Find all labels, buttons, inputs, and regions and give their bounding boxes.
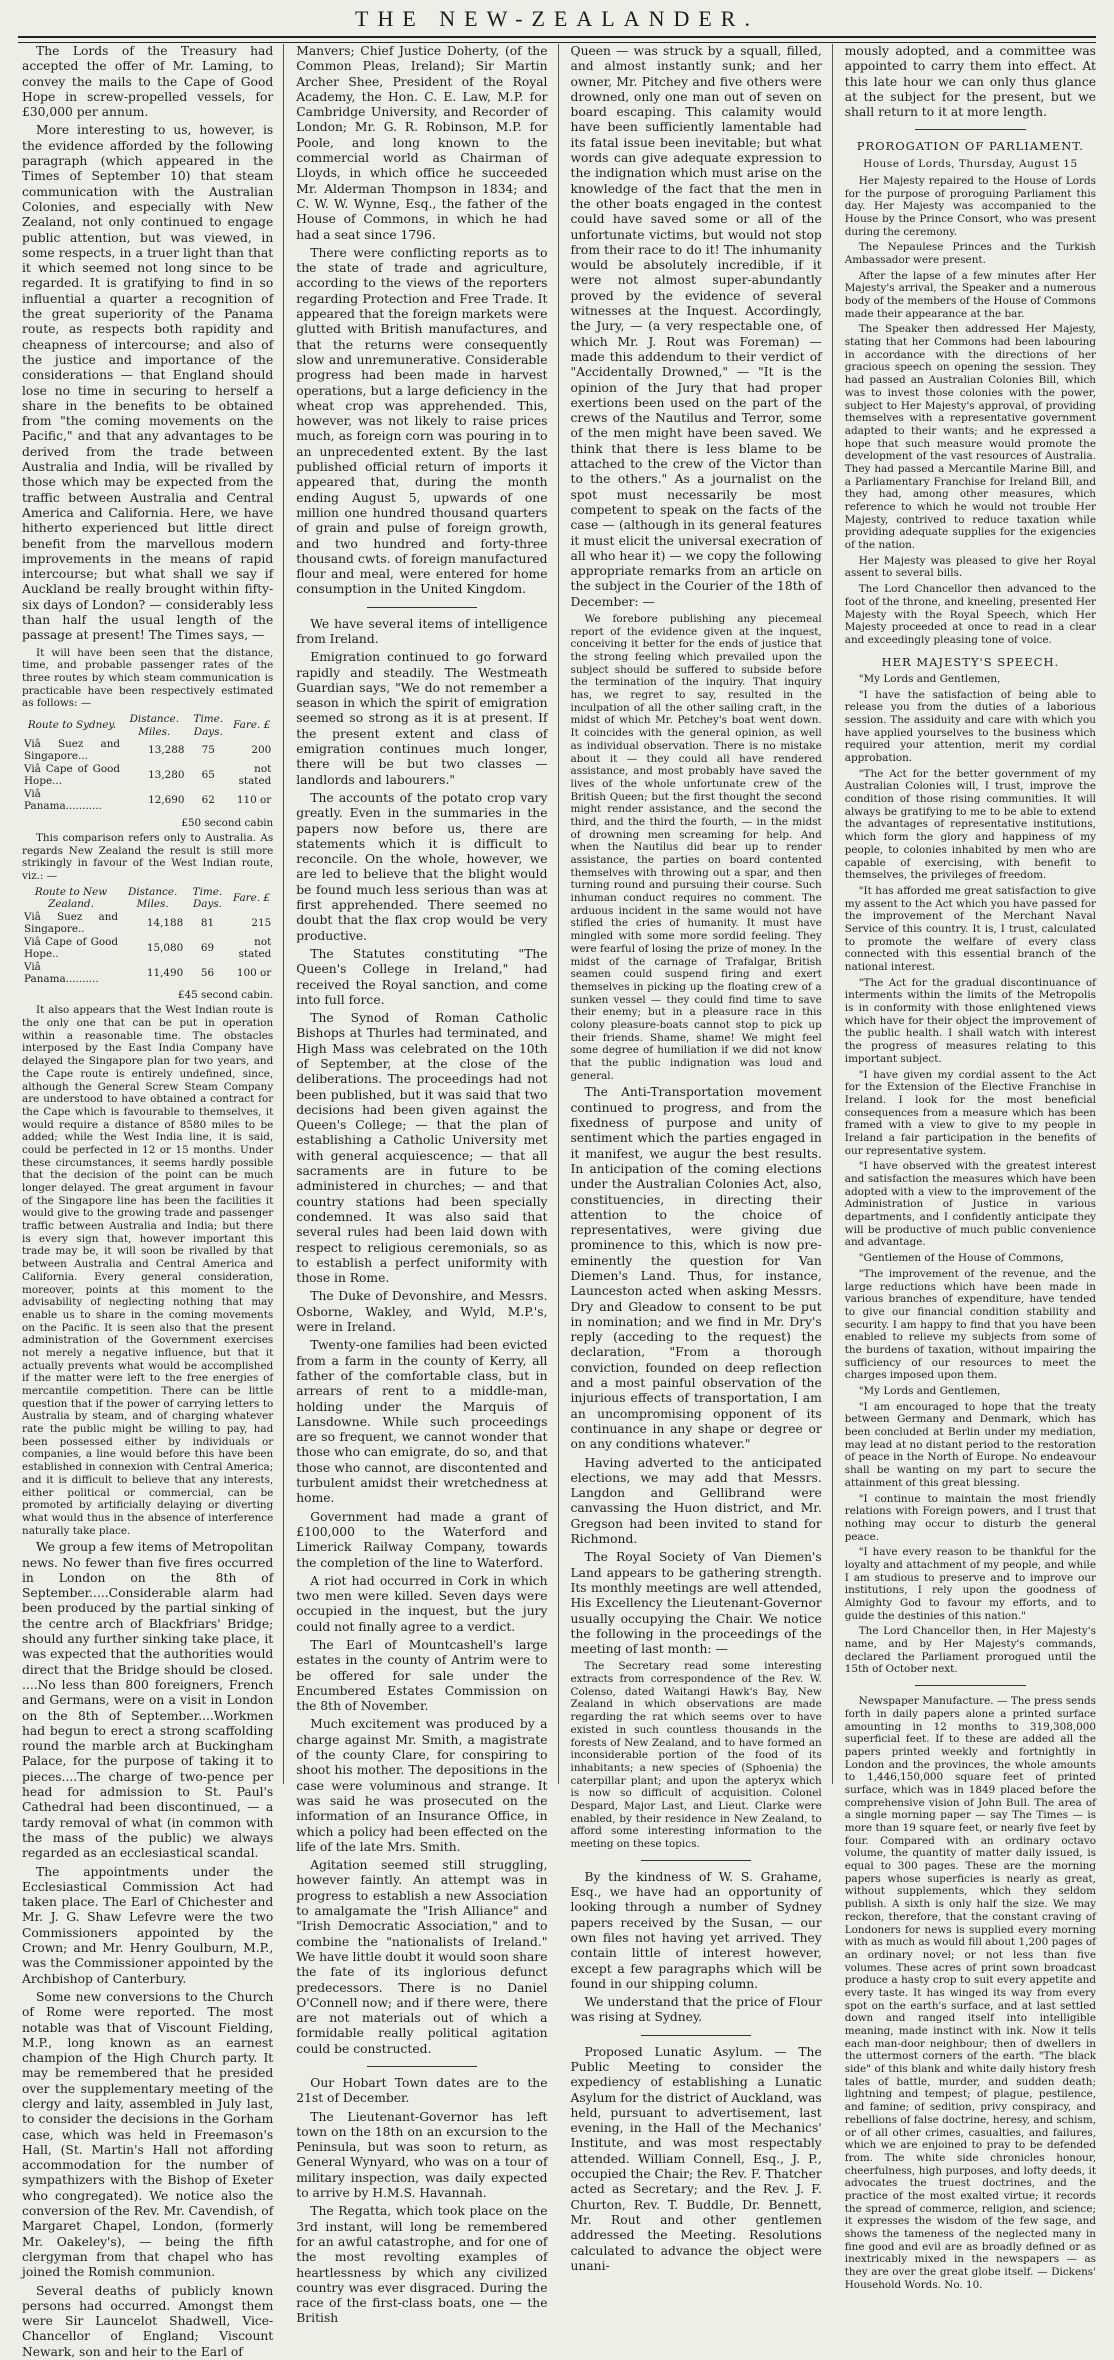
article-paragraph: Newspaper Manufacture. — The press sends forth in daily papers alone a printed surface amounting in 12 months to 319,308,000 superficial feet. If to these are added all the papers printed weekly and fortnightly in London and the provinces, the whole amounts to 1,446,150,000 square feet of printed surface, which was in 1849 placed before the comprehensive vision of John Bull. The area of a single morning paper — say The Times — is more than 19 square feet, or nearly five feet by four. Compared with an ordinary octavo volume, the quantity of matter daily issued, is equal to 300 pages. These are the morning papers whose superficies is nearly as great, without supplements, which they seldom publish. A sixth is only half the size. We may reckon, therefore, that the constant craving of Londoners for news is supplied every morning with as much as would fill about 1,200 pages of an ordinary novel; or not less than five volumes. These acres of print sown broadcast produce a hasty crop to suit every appetite and every taste. It has winged its way from every spot on the earth's surface, and at last settled down and ranged itself into intelligible meaning, made instinct with ink. Now it tells each man-door neighbour; then of dwellers in the uttermost corners of the earth. "The black side" of this blank and white daily history fresh tales of battle, murder, and sudden death; lightning and tempest; of plague, pestilence, and famine; of sedition, privy conspiracy, and rebellions of false doctrine, heresy, and schism, or of all other crimes, casualties, and failures, which we are enjoined to pray to be defended from. The white side chronicles honour, cheerfulness, high purposes, and lofty deeds, it advocates the truest doctrines, and the practice of the most exalted virtue; it records the spread of commerce, religion, and science; it expresses the wisdom of the few sage, and shows the tameness of the neglected many in fine good and evil are as broadly defined or as inextricably mixed in the newspapers — as they are over the great globe itself. — Dickens' Household Words. No. 10. — [844, 1695, 1096, 2291]
report-paragraph: The Speaker then addressed Her Majesty, stating that her Commons had been labouring in accordance with the directions of her gracious speech on opening the session. They had passed an Australian Colonies Bill, which was to invest those colonies with the power, subject to Her Majesty's approval, of providing themselves with a representative government adapted to their wants; and he expressed a hope that such measure would promote the development of the vast resources of Australia. They had passed a Mercantile Marine Bill, and a Parliamentary Franchise for Ireland Bill, and they had, among other measures, which reference to which he would not trouble Her Majesty, contrived to reduce taxation while providing adequate supplies for the exigencies of the nation. — [844, 323, 1096, 552]
column-3 — [570, 44, 833, 2273]
section-divider — [641, 1860, 752, 1861]
table-cell: 13,288 — [148, 744, 185, 757]
article-paragraph: A riot had occurred in Cork in which two men were killed. Seven days were occupied in the inquest, but the jury could not finally agree to a verdict. — [296, 1573, 548, 1634]
table-note: £50 second cabin — [181, 816, 274, 829]
table-header: Distance. Miles. — [127, 885, 178, 911]
table-cell: Viâ Panama........... — [24, 787, 102, 813]
table-header: Distance. Miles. — [129, 713, 179, 738]
table-row — [22, 911, 273, 936]
speech-paragraph: "I have given my cordial assent to the Act for the Extension of the Elective Franchise in Ireland. I look for the most beneficial consequences from a measure which has been framed with a view to give to my people in Ireland a fair participation in the benefits of our representative system. — [844, 1068, 1096, 1157]
section-divider — [367, 607, 478, 608]
article-paragraph: Proposed Lunatic Asylum. — The Public Meeting to consider the expediency of establishing a Lunatic Asylum for the district of Auckland, was held, pursuant to advertisement, last evening, in the Hall of the Mechanics' Institute, and was most respectably attended. William Connell, Esq., J. P., occupied the Chair; the Rev. F. Thatcher acted as Secretary; and the Rev. J. F. Churton, Rev. T. Buddle, Dr. Bennett, Mr. Rout and other gentlemen addressed the Meeting. Resolutions calculated to advance the object were unani- — [570, 2044, 822, 2273]
speech-paragraph: "I have every reason to be thankful for the loyalty and attachment of my people, and while I am studious to preserve and to improve our institutions, I rely upon the goodness of Almighty God to favour my efforts, and to guide the destinies of this nation." — [844, 1546, 1096, 1622]
article-paragraph: Emigration continued to go forward rapidly and steadily. The Westmeath Guardian says, "We do not remember a season in which the spirit of emigration seemed so strong as it is at present. If the present extent and class of emigration continues much longer, there will be but two classes — landlords and labourers." — [296, 650, 548, 787]
article-paragraph: The Statutes constituting "The Queen's College in Ireland," had received the Royal sanction, and come into full force. — [296, 946, 548, 1007]
table-cell: 15,080 — [146, 941, 184, 954]
report-paragraph: The Lord Chancellor then advanced to the foot of the throne, and kneeling, presented Her Majesty with the Royal Speech, which Her Majesty proceeded at once to read in a clear and exceedingly pleasing tone of voice. — [844, 583, 1096, 646]
article-paragraph: Several deaths of publicly known persons had occurred. Amongst them were Sir Launcelot Shadwell, Vice-Chancellor of England; Viscount Newark, son and heir to the Earl of — [22, 2283, 274, 2359]
table-cell: 62 — [201, 794, 215, 807]
quote-paragraph: It will have been seen that the distance, time, and probable passenger rates of the three routes by which steam communication is practicable have been respectively estimated as follows: — — [22, 646, 274, 710]
article-paragraph: Queen — was struck by a squall, filled, and almost instantly sunk; and her owner, Mr. Pitchey and five others were drowned, only one man out of seven on board escaping. This calamity would have been sufficiently lamentable had its fatal issue been inevitable; but what words can give adequate expression to the indignation which must arise on the knowledge of the fact that the men in the other boats engaged in the contest could have saved some or all of the unfortunate victims, but would not stop from their race to do it! The inhumanity would be absolutely incredible, if it were not almost super-abundantly proved by the evidence of several witnesses at the Inquest. Accordingly, the Jury, — (a very respectable one, of which Mr. J. Rout was Foreman) — made this addendum to their verdict of "Accidentally Drowned," — "It is the opinion of the Jury that had proper exertions been used on the part of the crews of the Nautilus and Terror, some of the men might have been saved. We think that there is less blame to be attached to the crew of the Victor than to the others." As a journalist on the spot must necessarily be most competent to speak on the facts of the case — (although in its general features it must elicit the universal execration of all who hear it) — we copy the following appropriate remarks from an article on the subject in the Courier of the 18th of December: — — [570, 44, 822, 609]
article-paragraph: Having adverted to the anticipated elections, we may add that Messrs. Langdon and Gellibrand were canvassing the Huon district, and Mr. Gregson had been invited to stand for Richmond. — [570, 1455, 822, 1547]
speech-paragraph: "My Lords and Gentlemen, — [858, 1385, 1001, 1398]
article-paragraph: Some new conversions to the Church of Rome were reported. The most notable was that of Viscount Fielding, M.P., long known as an earnest champion of the High Church party. It may be remembered that he presided over the supplementary meeting of the clergy and laity, assembled in July last, to consider the decisions in the Gorham case, which was held in Freemason's Hall, (St. Martin's Hall not affording accommodation for the number of sympathizers with the Bishop of Exeter who congregated). We notice also the conversion of the Rev. Mr. Cavendish, of Margaret Chapel, London, (formerly Mr. Oakeley's), — being the fifth clergyman from that chapel who has joined the Romish communion. — [22, 1989, 274, 2280]
article-paragraph: We group a few items of Metropolitan news. No fewer than five fires occurred in London on the 8th of September.....Considerable alarm had been produced by the partial sinking of the centre arch of Blackfriars' Bridge; should any further sinking take place, it was expected that the authorities would direct that the Bridge should be closed. ....No less than 800 foreigners, French and Germans, were on a visit in London on the 8th of September....Workmen had begun to erect a strong scaffolding round the marble arch at Buckingham Palace, for the purpose of taking it to pieces....The charge of two-pence per head for admission to St. Paul's Cathedral had been discontinued, — a tardy removal of what (in common with the mass of the public) we always regarded as an ecclesiastical scandal. — [22, 1540, 274, 1861]
table-cell: Viâ Suez and Singapore.. — [24, 910, 119, 936]
report-paragraph: After the lapse of a few minutes after Her Majesty's arrival, the Speaker and a numerous body of the members of the House of Commons made their appearance at the bar. — [844, 269, 1096, 320]
masthead: THE NEW-ZEALANDER. — [355, 6, 759, 31]
report-paragraph: Her Majesty repaired to the House of Lords for the purpose of proroguing Parliament this day. Her Majesty was accompanied to the House by the Prince Consort, who was present during the ceremony. — [844, 174, 1096, 238]
article-paragraph: The Regatta, which took place on the 3rd instant, will long be remembered for an awful catastrophe, and for one of the most revolting examples of heartlessness by which any civilized country was ever disgraced. During the race of the first-class boats, one — the British — [296, 2204, 548, 2326]
table-cell: Viâ Panama.......... — [24, 960, 99, 985]
report-paragraph: Her Majesty was pleased to give her Royal assent to several bills. — [844, 554, 1096, 580]
article-paragraph: By the kindness of W. S. Grahame, Esq., we have had an opportunity of looking through a number of Sydney papers received by the Susan, — our own files not having yet arrived. They contain little of interest however, except a few paragraphs which will be found in our shipping column. — [570, 1869, 822, 1991]
section-divider — [915, 129, 1026, 130]
table-cell: 13,280 — [148, 769, 185, 782]
article-paragraph: mously adopted, and a committee was appointed to carry them into effect. At this late hour we can only thus glance at the subject for the present, but we shall return to it at more length. — [844, 44, 1096, 120]
table-cell: 11,490 — [146, 966, 184, 979]
table-cell: Viâ Cape of Good Hope... — [24, 762, 121, 788]
article-paragraph: There were conflicting reports as to the state of trade and agriculture, according to the views of the reporters regarding Protection and Free Trade. It appeared that the foreign markets were glutted with British manufactures, and that the returns were consequently slow and unremunerative. Considerable progress had been made in harvest operations, but a large deficiency in the wheat crop was apprehended. This, however, was not likely to raise prices much, as foreign corn was pouring in to an unprecedented extent. By the last published official return of imports it appeared that, during the month ending August 5, upwards of one million one hundred thousand quarters of grain and pulse of foreign growth, and two hundred and forty-three thousand cwts. of foreign manufactured flour and meal, were entered for home consumption in the United Kingdom. — [296, 245, 548, 597]
table-row — [22, 961, 273, 986]
table-cell: Viâ Cape of Good Hope.. — [24, 935, 119, 961]
article-paragraph: The Earl of Mountcashell's large estates in the county of Antrim were to be offered for sale under the Encumbered Estates Commission on the 8th of November. — [296, 1637, 548, 1714]
article-paragraph: Government had made a grant of £100,000 to the Waterford and Limerick Railway Company, towards the completion of the line to Waterford. — [296, 1509, 548, 1570]
article-paragraph: The appointments under the Ecclesiastical Commission Act had taken place. The Earl of Chichester and Mr. J. G. Shaw Lefevre were the two Commissioners appointed by the Crown; and Mr. Henry Goulburn, M.P., was the Commissioner appointed by the Archbishop of Canterbury. — [22, 1864, 274, 1986]
article-paragraph: Twenty-one families had been evicted from a farm in the county of Kerry, all father of the comfortable class, but in arrears of rent to a middle-man, holding under the Marquis of Lansdowne. While such proceedings are so frequent, we cannot wonder that those who can emigrate, do so, and that those who cannot, are discontented and turbulent amidst their wretchedness at home. — [296, 1338, 548, 1506]
speech-paragraph: "I have the satisfaction of being able to release you from the duties of a laborious session. The assiduity and care with which you have applied yourselves to the business which required your attention, merit my cordial approbation. — [844, 688, 1096, 765]
quote-paragraph: It also appears that the West Indian route is the only one that can be put in operation within a reasonable time. The obstacles interposed by the East India Company have delayed the Singapore plan for two years, and the Cape route is entirely undefined, since, although the General Screw Steam Company are understood to have obtained a contract for the Cape which is favourable to themselves, it would require a distance of 8580 miles to be added; while the West India line, it is said, could be perfected in 12 or 15 months. Under these circumstances, it seems hardly possible that the decision of the point can be much longer delayed. The great argument in favour of the Singapore line has been the facilities it would give to the growing trade and passenger traffic between Australia and India; but there is every sign that, however important this trade may be, it will soon be rivalled by that between Australia and Central America and California. Every general consideration, moreover, points at this moment to the advisability of neglecting nothing that may enable us to share in the coming movements on the Pacific. It is seen also that the present administration of the Government exercises not merely a negative influence, but that it actually prevents what would be accomplished if the matter were left to the free energies of mercantile competition. There can be little question that if the power of carrying letters to Australia by steam, and of charging whatever rate the public might be willing to pay, had been possessed either by individuals or companies, a line would before this have been established in connexion with Central America; and it is difficult to believe that any interests, either political or commercial, can be promoted by artificially delaying or diverting what would thus in the absence of interference naturally take place. — [22, 1004, 274, 1537]
quote-paragraph: The Secretary read some interesting extracts from correspondence of the Rev. W. Colenso, dated Waitangi Hawk's Bay, New Zealand in which observations are made regarding the rat which seems over to have existed in such countless thousands in the forests of New Zealand, and to have formed an inconsiderable portion of the food of its inhabitants; a new species of (Sphoenia) the caterpillar plant; and upon the apteryx which is now so difficult of acquisition. Colonel Despard, Major Last, and Lieut. Clarke were enabled, by their residence in New Zealand, to afford some interesting information to the meeting on these topics. — [570, 1660, 822, 1851]
article-paragraph: The Lieutenant-Governor has left town on the 18th on an excursion to the Peninsula, but was soon to return, as General Wynyard, who was on a tour of military inspection, was daily expected to arrive by H.M.S. Havannah. — [296, 2109, 548, 2201]
table-cell: 200 — [251, 744, 272, 757]
speech-paragraph: "The improvement of the revenue, and the large reductions which have been made in various branches of expenditure, have tended to give our financial condition stability and security. I am happy to find that you have been enabled to relieve my subjects from some of the burdens of taxation, without impairing the sufficiency of our resources to meet the charges imposed upon them. — [844, 1267, 1096, 1382]
table-cell: 65 — [201, 769, 215, 782]
article-paragraph: The Lords of the Treasury had accepted the offer of Mr. Laming, to convey the mails to the Cape of Good Hope in screw-propelled vessels, for £30,000 per annum. — [22, 44, 274, 120]
section-heading: HER MAJESTY'S SPEECH. — [881, 654, 1060, 669]
table-cell: 56 — [200, 966, 215, 979]
table-cell: 100 or — [236, 966, 272, 979]
speech-paragraph: "Gentlemen of the House of Commons, — [858, 1252, 1064, 1265]
article-paragraph: The Anti-Transportation movement continued to progress, and from the fixedness of purpose and unity of sentiment which the parties engaged in it manifest, we augur the best results. In anticipation of the coming elections under the Australian Colonies Act, also, constituencies, in directing their attention to the choice of representatives, were giving due prominence to this, which is now pre-eminently the question for Van Diemen's Land. Thus, for instance, Launceston acted when asking Messrs. Dry and Gleadow to consent to be put in nomination; and we find in Mr. Dry's reply (acceding to the request) the declaration, "From a thorough conviction, founded on deep reflection and a most painful observation of the injurious effects of transportation, I am an uncompromising opponent of its continuance in any shape or degree or on any conditions whatever." — [570, 1085, 822, 1452]
report-paragraph: The Nepaulese Princes and the Turkish Ambassador were present. — [844, 241, 1096, 266]
table-cell: 12,690 — [148, 794, 185, 807]
section-divider — [915, 1685, 1026, 1686]
table-cell: Viâ Suez and Singapore... — [24, 737, 121, 763]
column-1 — [22, 44, 284, 2359]
table-cell: 110 or — [236, 794, 272, 807]
section-divider — [367, 2066, 478, 2067]
table-header: Route to New Zealand. — [34, 885, 108, 911]
article-paragraph: Much excitement was produced by a charge against Mr. Smith, a magistrate of the county Clare, for conspiring to shoot his mother. The depositions in the case were voluminous and strange. It was said he was prosecuted on the information of an Insurance Office, in which a policy had been effected on the life of the late Mrs. Smith. — [296, 1717, 548, 1854]
dateline: House of Lords, Thursday, August 15 — [863, 157, 1078, 170]
masthead-rule — [18, 36, 1096, 43]
table-row — [22, 738, 273, 763]
speech-paragraph: "I continue to maintain the most friendly relations with Foreign powers, and I trust that nothing may occur to disturb the general peace. — [844, 1492, 1096, 1543]
table-cell: 69 — [200, 941, 215, 954]
table-row — [22, 788, 273, 813]
new-zealand-route-table — [22, 886, 273, 986]
article-paragraph: We have several items of intelligence from Ireland. — [296, 616, 548, 646]
table-row — [22, 763, 273, 788]
column-2 — [296, 44, 558, 2326]
table-cell: 14,188 — [146, 916, 184, 929]
table-cell: not stated — [238, 762, 272, 788]
quote-paragraph: We forebore publishing any piecemeal report of the evidence given at the inquest, conceiving it better for the ends of justice that the strong feeling which prevailed upon the subject should be suffered to subside before the termination of the inquiry. That inquiry has, we regret to say, resulted in the inculpation of all the other sailing craft, in the midst of which Mr. Petchey's boat went down. It coincides with the general opinion, as well as individual observation. There is no mistake about it — they could all have rendered assistance, and most probably have saved the lives of the whole unfortunate crew of the British Queen; but the first thought the second might render assistance, and the second the third, and the third the fourth, — in the midst of drowning men screaming for help. And when the Nautilus did bear up to render assistance, the parties on board contented themselves with throwing out a spar, and then turning round and pursuing their course. Such inhuman conduct requires no comment. The arduous incident in the same would not have stifled the cries of humanity. It must have mingled with some more sordid feeling. They were fearful of losing the prize of money. In the midst of the carnage of Trafalgar, British seamen could suspend firing and exert themselves in picking up the floating crew of a sunken vessel — they could find time to save their enemy; but in a pleasure race in this colony pleasure-boats cannot stop to pick up their friends. Shame, shame! We might feel some degree of humiliation if we did not know that the public indignation was loud and general. — [570, 612, 822, 1082]
table-cell: 215 — [251, 916, 272, 929]
article-paragraph: More interesting to us, however, is the evidence afforded by the following paragraph (which appeared in the Times of September 10) that steam communication with the Australian Colonies, and especially with New Zealand, not only continued to engage public attention, but was viewed, in some respects, in a truer light than that it which seemed not long since to be regarded. It is gratifying to find in so influential a quarter a recognition of the great superiority of the Panama route, as respects both rapidity and cheapness of intercourse; and also of the justice and importance of the considerations — that England should lose no time in securing to herself a share in the benefits to be obtained from "the coming movements on the Pacific," and that any advantages to be derived from the trade between Australia and India, will be rivalled by those which may be expected from the traffic between Australia and Central America and California. Here, we have hitherto experienced but little direct benefit from the marvellous modern improvements in the means of rapid intercourse; but what shall we say if Auckland be really brought within fifty-six days of London? — considerably less than half the usual length of the passage at present! The Times says, — — [22, 123, 274, 643]
article-paragraph: Our Hobart Town dates are to the 21st of December. — [296, 2076, 548, 2106]
table-header: Time. Days. — [192, 885, 223, 911]
section-heading: PROROGATION OF PARLIAMENT. — [856, 139, 1084, 154]
table-cell: 75 — [201, 744, 215, 757]
section-divider — [641, 2035, 752, 2036]
table-header: Time. Days. — [193, 713, 224, 738]
article-paragraph: The Synod of Roman Catholic Bishops at Thurles had terminated, and High Mass was celebrated on the 10th of September, at the close of the deliberations. The proceedings had not been published, but it was said that two decisions had been given against the Queen's College; — that the plan of establishing a Catholic University met with general acquiescence; — that all sacraments are in future to be administered in churches; — and that country stations had been specially condemned. It was also said that several rules had been laid down with respect to religious ceremonials, so as to establish a perfect uniformity with those in Rome. — [296, 1011, 548, 1286]
article-paragraph: The Duke of Devonshire, and Messrs. Osborne, Wakley, and Wyld, M.P.'s, were in Ireland. — [296, 1289, 548, 1335]
report-paragraph: The Lord Chancellor then, in Her Majesty's name, and by Her Majesty's commands, declared the Parliament prorogued until the 15th of October next. — [844, 1625, 1096, 1676]
table-row — [22, 936, 273, 961]
speech-paragraph: "I am encouraged to hope that the treaty between Germany and Denmark, which has been concluded at Berlin under my mediation, may lead at no distant period to the restoration of peace in the North of Europe. No endeavour shall be wanting on my part to secure the attainment of this great blessing. — [844, 1400, 1096, 1489]
columns — [22, 44, 1096, 2359]
speech-paragraph: "The Act for the better government of my Australian Colonies will, I trust, improve the condition of those rising communities. It will always be gratifying to me to be able to extend the advantages of representative institutions, which form the glory and happiness of my people, to colonies inhabited by men who are capable of exercising, with benefit to themselves, the privileges of freedom. — [844, 767, 1096, 882]
table-note: £45 second cabin. — [177, 989, 274, 1002]
speech-paragraph: "It has afforded me great satisfaction to give my assent to the Act which you have passed for the improvement of the Merchant Naval Service of this country. It is, I trust, calculated to promote the welfare of every class connected with this essential branch of the national interest. — [844, 884, 1096, 974]
article-paragraph: Agitation seemed still struggling, however faintly. An attempt was in progress to establish a new Association to amalgamate the "Irish Alliance" and "Irish Democratic Association," and to combine the "nationalists of Ireland." We have little doubt it would soon share the fate of its inglorious defunct predecessors. There is no Daniel O'Connell now; and if there were, there are not materials out of which a formidable really political agitation could be constructed. — [296, 1858, 548, 2056]
quote-paragraph: This comparison refers only to Australia. As regards New Zealand the result is still more strikingly in favour of the West Indian route, viz.: — — [22, 831, 274, 882]
speech-paragraph: "My Lords and Gentlemen, — [858, 672, 1001, 685]
table-header: Fare. £ — [232, 891, 270, 904]
speech-paragraph: "I have observed with the greatest interest and satisfaction the measures which have been adopted with a view to the improvement of the Administration of Justice in various departments, and I confidently anticipate they will be productive of much public convenience and advantage. — [844, 1160, 1096, 1249]
article-paragraph: Manvers; Chief Justice Doherty, (of the Common Pleas, Ireland); Sir Martin Archer Shee, President of the Royal Academy, the Hon. C. E. Law, M.P. for Cambridge University, and Recorder of London; Mr. G. R. Robinson, M.P. for Poole, and long known to the commercial world as Chairman of Lloyds, in which office he succeeded Mr. Alderman Thompson in 1834; and C. W. W. Wynne, Esq., the father of the House of Commons, in which he had had a seat since 1796. — [296, 44, 548, 242]
table-header: Fare. £ — [233, 719, 271, 732]
table-cell: not stated — [238, 935, 272, 961]
speech-paragraph: "The Act for the gradual discontinuance of interments within the limits of the Metropolis is in conformity with those enlightened views which have for their object the improvement of the public health. I shall watch with interest the progress of measures relating to this important subject. — [844, 976, 1096, 1065]
table-header: Route to Sydney. — [27, 719, 117, 732]
sydney-route-table — [22, 713, 273, 813]
article-paragraph: The accounts of the potato crop vary greatly. Even in the summaries in the papers now before us, there are statements which it is difficult to reconcile. On the whole, however, we are led to believe that the blight would be found much less serious than was at first apprehended. There seemed no doubt that the flax crop would be very productive. — [296, 790, 548, 943]
article-paragraph: The Royal Society of Van Diemen's Land appears to be gathering strength. Its monthly meetings are well attended, His Excellency the Lieutenant-Governor usually occupying the Chair. We notice the following in the proceedings of the meeting of last month: — — [570, 1550, 822, 1657]
column-4 — [844, 44, 1096, 2291]
article-paragraph: We understand that the price of Flour was rising at Sydney. — [570, 1995, 822, 2025]
table-cell: 81 — [200, 916, 215, 929]
